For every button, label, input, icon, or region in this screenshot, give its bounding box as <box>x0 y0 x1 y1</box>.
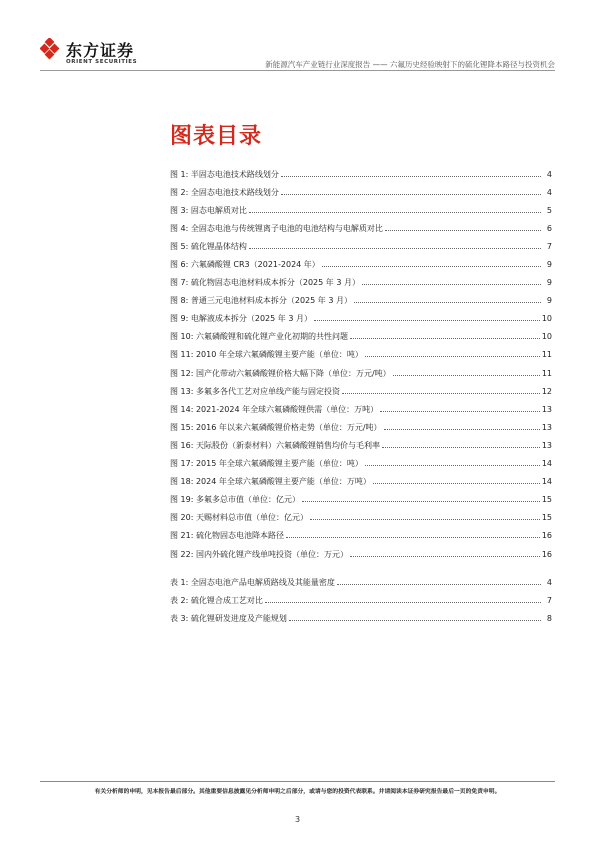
toc-entry-page: 15 <box>541 513 552 523</box>
toc-entry-page: 9 <box>546 260 552 270</box>
toc-entry-label: 表 3: 硫化锂研发进度及产能规划 <box>170 613 287 623</box>
dot-leader <box>322 266 541 267</box>
toc-entry-page: 9 <box>546 296 552 306</box>
toc-entry-label: 图 1: 半固态电池技术路线划分 <box>170 169 279 179</box>
figure-toc-entry[interactable] <box>170 455 552 473</box>
figure-toc-entry[interactable] <box>170 292 552 310</box>
table-toc-entry[interactable] <box>170 573 552 591</box>
dot-leader <box>265 602 541 603</box>
dot-leader <box>350 556 540 557</box>
toc-entry-label: 图 20: 天赐材料总市值（单位：亿元） <box>170 513 308 523</box>
toc-entry-label: 图 10: 六氟磷酸锂和硫化锂产业化初期的共性问题 <box>170 332 348 342</box>
figure-toc-entry[interactable] <box>170 346 552 364</box>
dot-leader <box>281 194 541 195</box>
page-header <box>0 0 595 70</box>
figure-toc-entry[interactable] <box>170 274 552 292</box>
toc-entry-page: 13 <box>541 440 552 450</box>
toc-entry-label: 表 1: 全固态电池产品电解质路线及其能量密度 <box>170 577 335 587</box>
toc-entry-label: 表 2: 硫化锂合成工艺对比 <box>170 595 263 605</box>
figure-toc-entry[interactable] <box>170 255 552 273</box>
toc-entry-label: 图 22: 国内外硫化锂产线单吨投资（单位：万元） <box>170 549 348 559</box>
toc-entry-page: 14 <box>541 459 552 469</box>
toc-entry-label: 图 6: 六氟磷酸锂 CR3（2021-2024 年） <box>170 260 320 270</box>
toc-entry-label: 图 14: 2021-2024 年全球六氟磷酸锂供需（单位：万吨） <box>170 404 379 414</box>
toc-entry-label: 图 16: 天际股份（新泰材料）六氟磷酸锂销售均价与毛利率 <box>170 440 380 450</box>
brand-name-cn: 东方证券 <box>66 41 135 60</box>
figure-toc-entry[interactable] <box>170 237 552 255</box>
dot-leader <box>382 447 540 448</box>
toc-entry-page: 10 <box>541 314 552 324</box>
dot-leader <box>350 338 540 339</box>
dot-leader <box>365 465 540 466</box>
dot-leader <box>365 356 540 357</box>
toc-entry-label: 图 3: 固态电解质对比 <box>170 205 247 215</box>
figure-toc-entry[interactable] <box>170 183 552 201</box>
dot-leader <box>249 212 541 213</box>
toc-entry-page: 8 <box>546 613 552 623</box>
figure-toc-entry[interactable] <box>170 418 552 436</box>
toc-entry-label: 图 11: 2010 年全球六氟磷酸锂主要产能（单位：吨） <box>170 350 363 360</box>
toc-entry-page: 12 <box>541 386 552 396</box>
toc-entry-label: 图 15: 2016 年以来六氟磷酸锂价格走势（单位：万元/吨） <box>170 422 382 432</box>
figure-list <box>170 165 552 563</box>
dot-leader <box>373 483 540 484</box>
figure-toc-entry[interactable] <box>170 491 552 509</box>
disclaimer: 有关分析师的申明，见本报告最后部分。其他重要信息披露见分析师申明之后部分，或请与您的投资代表联系。并请阅读本证券研究报告最后一页的免责申明。 <box>94 789 501 795</box>
toc-entry-page: 7 <box>546 595 552 605</box>
toc-entry-page: 4 <box>546 577 552 587</box>
toc-entry-page: 13 <box>541 404 552 414</box>
figure-toc-entry[interactable] <box>170 364 552 382</box>
table-toc-entry[interactable] <box>170 591 552 609</box>
toc-entry-label: 图 17: 2015 年全球六氟磷酸锂主要产能（单位：吨） <box>170 459 363 469</box>
toc-entry-page: 4 <box>546 169 552 179</box>
table-toc-entry[interactable] <box>170 609 552 627</box>
page-title: 图表目录 <box>170 124 263 149</box>
toc-entry-label: 图 13: 多氟多各代工艺对应单线产能与固定投资 <box>170 386 340 396</box>
toc-entry-page: 13 <box>541 422 552 432</box>
toc-entry-label: 图 12: 国产化带动六氟磷酸锂价格大幅下降（单位：万元/吨） <box>170 368 391 378</box>
toc-entry-page: 11 <box>541 350 552 360</box>
toc-entry-label: 图 18: 2024 年全球六氟磷酸锂主要产能（单位：万吨） <box>170 477 371 487</box>
orient-securities-logo-icon <box>40 38 62 60</box>
toc-entry-label: 图 8: 普通三元电池材料成本拆分（2025 年 3 月） <box>170 296 352 306</box>
toc-entry-page: 7 <box>546 241 552 251</box>
toc-entry-label: 图 19: 多氟多总市值（单位：亿元） <box>170 495 300 505</box>
dot-leader <box>310 519 540 520</box>
page-number: 3 <box>294 815 301 824</box>
toc-entry-page: 11 <box>541 368 552 378</box>
table-list <box>170 573 552 627</box>
figure-toc-entry[interactable] <box>170 400 552 418</box>
figure-toc-entry[interactable] <box>170 473 552 491</box>
dot-leader <box>337 584 541 585</box>
toc-entry-label: 图 21: 硫化物固态电池降本路径 <box>170 531 284 541</box>
toc-entry-label: 图 7: 硫化物固态电池材料成本拆分（2025 年 3 月） <box>170 278 360 288</box>
toc-entry-page: 4 <box>546 187 552 197</box>
dot-leader <box>354 302 541 303</box>
toc-entry-page: 16 <box>541 549 552 559</box>
dot-leader <box>314 320 540 321</box>
dot-leader <box>342 393 540 394</box>
dot-leader <box>393 375 540 376</box>
figure-toc-entry[interactable] <box>170 328 552 346</box>
figure-toc-entry[interactable] <box>170 545 552 563</box>
dot-leader <box>286 537 540 538</box>
dot-leader <box>384 429 540 430</box>
toc-entry-page: 15 <box>541 495 552 505</box>
dot-leader <box>302 501 540 502</box>
figure-toc-entry[interactable] <box>170 436 552 454</box>
figure-toc-entry[interactable] <box>170 165 552 183</box>
toc-entry-page: 9 <box>546 278 552 288</box>
footer-divider <box>40 781 555 782</box>
figure-toc-entry[interactable] <box>170 310 552 328</box>
dot-leader <box>385 230 541 231</box>
toc-entry-label: 图 2: 全固态电池技术路线划分 <box>170 187 279 197</box>
toc-entry-label: 图 9: 电解液成本拆分（2025 年 3 月） <box>170 314 312 324</box>
figure-toc-entry[interactable] <box>170 509 552 527</box>
dot-leader <box>380 411 540 412</box>
toc-entry-page: 16 <box>541 531 552 541</box>
header-divider <box>40 70 555 71</box>
toc-entry-page: 10 <box>541 332 552 342</box>
brand-name-en: ORIENT SECURITIES <box>66 59 138 65</box>
toc-entry-page: 6 <box>546 223 552 233</box>
figure-toc-entry[interactable] <box>170 201 552 219</box>
dot-leader <box>289 620 541 621</box>
toc-entry-page: 5 <box>546 205 552 215</box>
figure-toc-entry[interactable] <box>170 219 552 237</box>
report-title: 新能源汽车产业链行业深度报告 —— 六氟历史经验映射下的硫化锂降本路径与投资机会 <box>265 60 555 69</box>
toc-entry-label: 图 4: 全固态电池与传统锂离子电池的电池结构与电解质对比 <box>170 223 383 233</box>
toc-entry-page: 14 <box>541 477 552 487</box>
figure-toc-entry[interactable] <box>170 382 552 400</box>
figure-toc-entry[interactable] <box>170 527 552 545</box>
toc-entry-label: 图 5: 硫化锂晶体结构 <box>170 241 247 251</box>
dot-leader <box>249 248 541 249</box>
dot-leader <box>362 284 541 285</box>
dot-leader <box>281 176 541 177</box>
